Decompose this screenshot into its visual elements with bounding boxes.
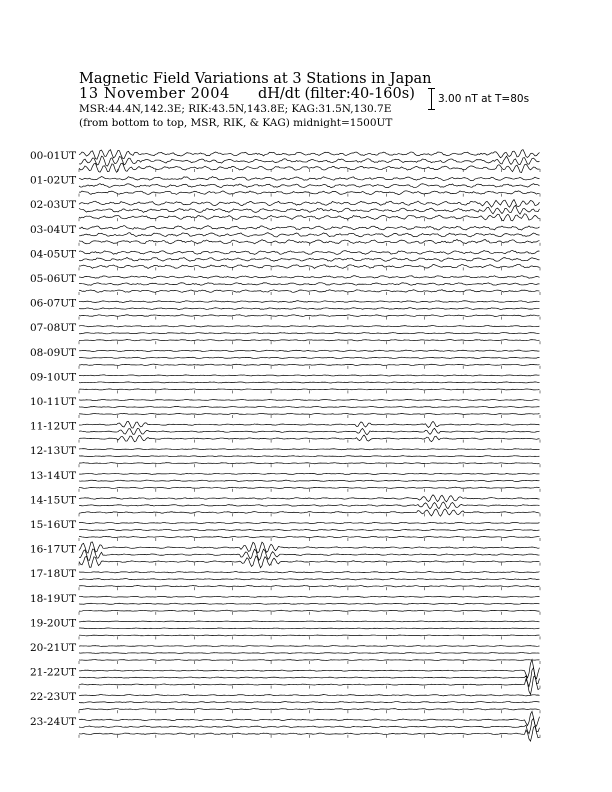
- trace-rik: [79, 529, 540, 530]
- row-label: 12-13UT: [30, 445, 77, 458]
- trace-rik: [79, 308, 540, 310]
- trace-kag: [79, 315, 540, 317]
- station-order-note: (from bottom to top, MSR, RIK, & KAG) midnight=1500UT: [79, 117, 393, 129]
- trace-kag: [79, 635, 540, 636]
- trace-rik: [79, 382, 540, 383]
- trace-rik: [79, 702, 540, 703]
- trace-msr: [79, 646, 540, 647]
- row-label: 09-10UT: [30, 371, 77, 384]
- trace-rik: [79, 456, 540, 457]
- row-label: 20-21UT: [30, 642, 77, 654]
- row-label: 05-06UT: [30, 273, 77, 285]
- trace-rik: [79, 502, 540, 509]
- row-label: 10-11UT: [30, 396, 77, 408]
- row-label: 16-17UT: [30, 543, 77, 556]
- trace-msr: [79, 399, 540, 400]
- trace-kag: [79, 340, 540, 341]
- scale-label: 3.00 nT at T=80s: [438, 93, 530, 105]
- trace-rik: [79, 184, 540, 188]
- row-label: 01-02UT: [30, 174, 77, 187]
- trace-kag: [79, 364, 540, 365]
- trace-rik: [79, 428, 540, 434]
- trace-rik: [79, 233, 540, 237]
- trace-rik: [79, 333, 540, 334]
- row-label: 17-18UT: [30, 568, 77, 581]
- trace-kag: [79, 709, 540, 710]
- trace-msr: [79, 225, 540, 230]
- trace-msr: [79, 150, 540, 160]
- chart-date: 13 November 2004: [79, 86, 230, 102]
- trace-msr: [79, 711, 540, 726]
- row-label: 03-04UT: [30, 223, 77, 236]
- row-label: 15-16UT: [30, 519, 77, 531]
- trace-rik: [79, 603, 540, 604]
- trace-msr: [79, 421, 540, 428]
- trace-msr: [79, 177, 540, 181]
- chart-filter: dH/dt (filter:40-160s): [258, 86, 415, 102]
- station-coordinates: MSR:44.4N,142.3E; RIK:43.5N,143.8E; KAG:31.5N,130.7E: [79, 103, 392, 115]
- trace-rik: [79, 549, 540, 560]
- trace-kag: [79, 676, 540, 695]
- trace-kag: [79, 660, 540, 661]
- trace-rik: [79, 283, 540, 286]
- trace-rik: [79, 257, 540, 261]
- row-label: 19-20UT: [30, 617, 77, 630]
- trace-rik: [79, 579, 540, 580]
- trace-rik: [79, 205, 540, 214]
- trace-rik: [79, 357, 540, 358]
- trace-kag: [79, 290, 540, 293]
- trace-rik: [79, 628, 540, 629]
- trace-msr: [79, 542, 540, 553]
- row-label: 04-05UT: [30, 248, 77, 261]
- row-label: 13-14UT: [30, 469, 77, 482]
- row-label: 02-03UT: [30, 199, 77, 212]
- row-label: 08-09UT: [30, 346, 77, 359]
- trace-rik: [79, 406, 540, 407]
- row-label: 18-19UT: [30, 592, 77, 605]
- trace-rik: [79, 653, 540, 654]
- trace-msr: [79, 473, 540, 474]
- trace-kag: [79, 556, 540, 568]
- trace-rik: [79, 480, 540, 481]
- chart-title: Magnetic Field Variations at 3 Stations in Japan: [79, 71, 432, 87]
- trace-msr: [79, 326, 540, 327]
- trace-kag: [79, 585, 540, 586]
- trace-msr: [79, 572, 540, 573]
- trace-msr: [79, 276, 540, 279]
- trace-msr: [79, 449, 540, 450]
- row-label: 11-12UT: [30, 420, 77, 433]
- trace-kag: [79, 413, 540, 414]
- trace-msr: [79, 375, 540, 376]
- trace-msr: [79, 200, 540, 208]
- row-label: 07-08UT: [30, 322, 77, 335]
- trace-kag: [79, 389, 540, 390]
- row-label: 06-07UT: [30, 297, 77, 310]
- row-label: 14-15UT: [30, 494, 77, 507]
- trace-msr: [79, 621, 540, 622]
- trace-kag: [79, 536, 540, 537]
- trace-msr: [79, 495, 540, 502]
- row-label: 23-24UT: [30, 715, 77, 728]
- trace-kag: [79, 463, 540, 464]
- trace-rik: [79, 156, 540, 166]
- trace-kag: [79, 610, 540, 611]
- trace-msr: [79, 350, 540, 351]
- row-label: 00-01UT: [30, 150, 77, 162]
- trace-msr: [79, 695, 540, 696]
- trace-msr: [79, 250, 540, 254]
- trace-msr: [79, 301, 540, 303]
- row-label: 21-22UT: [30, 666, 77, 679]
- trace-kag: [79, 487, 540, 488]
- trace-msr: [79, 522, 540, 523]
- trace-kag: [79, 726, 540, 741]
- trace-rik: [79, 719, 540, 734]
- row-label: 22-23UT: [30, 691, 77, 704]
- trace-msr: [79, 596, 540, 597]
